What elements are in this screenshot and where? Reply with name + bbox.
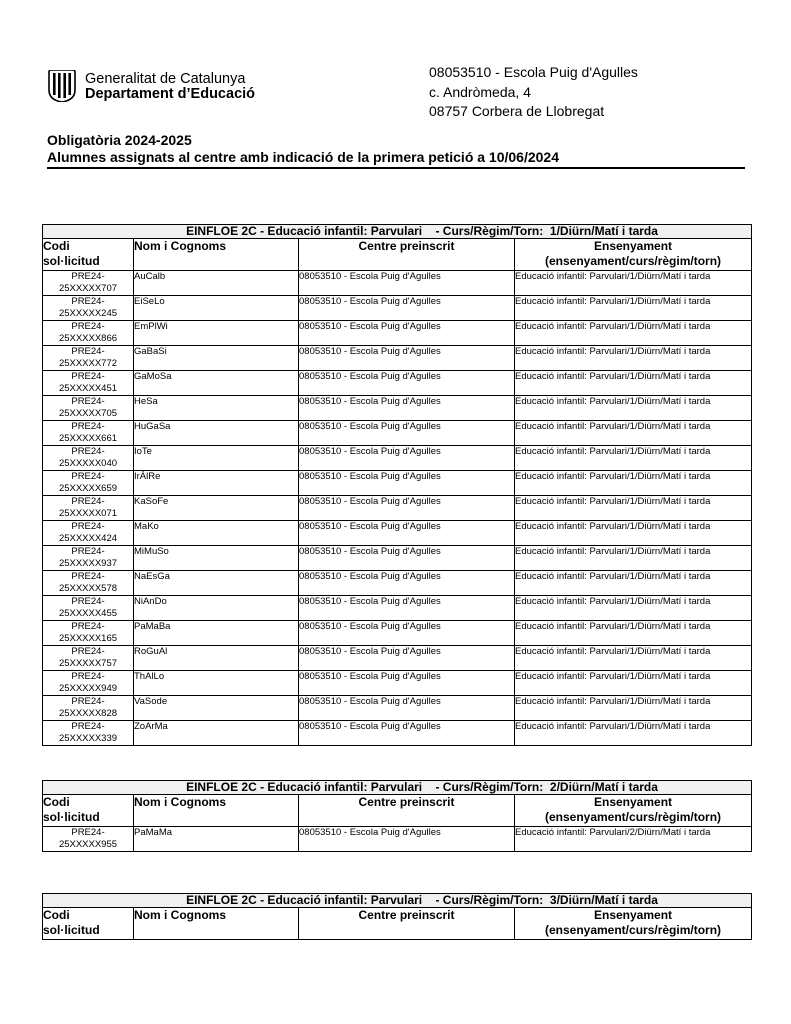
code-header-line2: sol·licitud xyxy=(43,254,100,268)
request-code-cell xyxy=(43,721,134,746)
request-code-line1: PRE24- xyxy=(71,496,105,507)
request-code-line1: PRE24- xyxy=(71,671,105,682)
table-row xyxy=(43,296,752,321)
group-caption: EINFLOE 2C - Educació infantil: Parvulari - Curs/Règim/Torn: 2/Diürn/Matí i tarda xyxy=(186,780,658,794)
request-code-line1: PRE24- xyxy=(71,296,105,307)
ensenyament-cell: Educació infantil: Parvulari/1/Diürn/Matí i tarda xyxy=(515,671,752,696)
centre-cell: 08053510 - Escola Puig d'Agulles xyxy=(299,346,515,371)
ensenyament-cell: Educació infantil: Parvulari/1/Diürn/Matí i tarda xyxy=(515,471,752,496)
generalitat-logo xyxy=(47,70,287,104)
centre-cell: 08053510 - Escola Puig d'Agulles xyxy=(299,496,515,521)
centre-cell: 08053510 - Escola Puig d'Agulles xyxy=(299,696,515,721)
student-name-cell: MaKo xyxy=(134,521,299,546)
column-header-code xyxy=(43,239,134,271)
ensenyament-cell: Educació infantil: Parvulari/1/Diürn/Matí i tarda xyxy=(515,596,752,621)
title-divider xyxy=(47,167,745,169)
centre-cell: 08053510 - Escola Puig d'Agulles xyxy=(299,721,515,746)
school-street: c. Andròmeda, 4 xyxy=(429,83,531,100)
student-name-cell: HuGaSa xyxy=(134,421,299,446)
request-code-cell xyxy=(43,827,134,852)
table-row xyxy=(43,646,752,671)
column-header-name: Nom i Cognoms xyxy=(134,908,299,940)
request-code-cell xyxy=(43,621,134,646)
student-name-cell: VaSode xyxy=(134,696,299,721)
request-code-line1: PRE24- xyxy=(71,646,105,657)
request-code-line1: PRE24- xyxy=(71,321,105,332)
request-code-cell xyxy=(43,446,134,471)
table-row xyxy=(43,546,752,571)
centre-cell: 08053510 - Escola Puig d'Agulles xyxy=(299,471,515,496)
request-code-line2: 25XXXXX705 xyxy=(58,408,118,419)
request-code-line2: 25XXXXX757 xyxy=(58,658,118,669)
school-name: 08053510 - Escola Puig d'Agulles xyxy=(429,64,638,80)
request-code-line1: PRE24- xyxy=(71,471,105,482)
request-code-cell xyxy=(43,696,134,721)
table-row xyxy=(43,271,752,296)
ensenyament-cell: Educació infantil: Parvulari/1/Diürn/Matí i tarda xyxy=(515,446,752,471)
request-code-line1: PRE24- xyxy=(71,421,105,432)
request-code-cell xyxy=(43,646,134,671)
student-name-cell: IrÁlRe xyxy=(134,471,299,496)
request-code-line2: 25XXXXX707 xyxy=(58,283,118,294)
request-code-line1: PRE24- xyxy=(71,346,105,357)
school-city: 08757 Corbera de Llobregat xyxy=(429,103,605,119)
header-row xyxy=(43,908,752,940)
ens-header-line1: Ensenyament xyxy=(594,795,673,809)
group-caption-row xyxy=(43,225,752,239)
request-code-cell xyxy=(43,571,134,596)
request-code-cell xyxy=(43,496,134,521)
request-code-cell xyxy=(43,471,134,496)
request-code-line1: PRE24- xyxy=(71,596,105,607)
table-row xyxy=(43,596,752,621)
request-code-line1: PRE24- xyxy=(71,696,105,707)
request-code-line1: PRE24- xyxy=(71,827,105,838)
group-table xyxy=(42,893,752,940)
request-code-line2: 25XXXXX955 xyxy=(58,839,118,850)
table-row xyxy=(43,371,752,396)
column-header-ensenyament xyxy=(515,908,752,940)
page-title: Obligatòria 2024-2025 xyxy=(47,132,192,148)
ensenyament-cell: Educació infantil: Parvulari/1/Diürn/Matí i tarda xyxy=(515,496,752,521)
request-code-cell xyxy=(43,371,134,396)
request-code-line2: 25XXXXX455 xyxy=(58,608,118,619)
ensenyament-cell: Educació infantil: Parvulari/1/Diürn/Matí i tarda xyxy=(515,396,752,421)
logo-line2: Departament d’Educació xyxy=(85,86,256,102)
table-row xyxy=(43,396,752,421)
column-header-code xyxy=(43,908,134,940)
column-header-centre: Centre preinscrit xyxy=(299,908,515,940)
student-name-cell: GaBaSi xyxy=(134,346,299,371)
request-code-cell xyxy=(43,521,134,546)
table-row xyxy=(43,421,752,446)
request-code-cell xyxy=(43,321,134,346)
request-code-cell xyxy=(43,421,134,446)
centre-cell: 08053510 - Escola Puig d'Agulles xyxy=(299,571,515,596)
column-header-name: Nom i Cognoms xyxy=(134,795,299,827)
request-code-line1: PRE24- xyxy=(71,371,105,382)
code-header-line2: sol·licitud xyxy=(43,923,100,937)
code-header-line1: Codi xyxy=(43,239,70,253)
column-header-centre: Centre preinscrit xyxy=(299,239,515,271)
request-code-line2: 25XXXXX828 xyxy=(58,708,118,719)
request-code-line1: PRE24- xyxy=(71,396,105,407)
request-code-line1: PRE24- xyxy=(71,621,105,632)
request-code-cell xyxy=(43,546,134,571)
student-name-cell: ThAlLo xyxy=(134,671,299,696)
student-name-cell: NaEsGa xyxy=(134,571,299,596)
ensenyament-cell: Educació infantil: Parvulari/1/Diürn/Matí i tarda xyxy=(515,346,752,371)
request-code-line2: 25XXXXX040 xyxy=(58,458,118,469)
student-name-cell: PaMaMa xyxy=(134,827,299,852)
ensenyament-cell: Educació infantil: Parvulari/1/Diürn/Matí i tarda xyxy=(515,546,752,571)
request-code-cell xyxy=(43,296,134,321)
ens-header-line2: (ensenyament/curs/règim/torn) xyxy=(544,923,722,937)
centre-cell: 08053510 - Escola Puig d'Agulles xyxy=(299,621,515,646)
student-name-cell: HeSa xyxy=(134,396,299,421)
ensenyament-cell: Educació infantil: Parvulari/1/Diürn/Matí i tarda xyxy=(515,621,752,646)
centre-cell: 08053510 - Escola Puig d'Agulles xyxy=(299,296,515,321)
request-code-line2: 25XXXXX578 xyxy=(58,583,118,594)
table-row xyxy=(43,346,752,371)
centre-cell: 08053510 - Escola Puig d'Agulles xyxy=(299,546,515,571)
group-caption: EINFLOE 2C - Educació infantil: Parvulari - Curs/Règim/Torn: 3/Diürn/Matí i tarda xyxy=(186,893,658,907)
centre-cell: 08053510 - Escola Puig d'Agulles xyxy=(299,827,515,852)
column-header-ensenyament xyxy=(515,239,752,271)
ensenyament-cell: Educació infantil: Parvulari/1/Diürn/Matí i tarda xyxy=(515,521,752,546)
student-name-cell: RoGuAl xyxy=(134,646,299,671)
school-address xyxy=(429,63,638,122)
code-header-line2: sol·licitud xyxy=(43,810,100,824)
student-name-cell: EiSeLo xyxy=(134,296,299,321)
ens-header-line2: (ensenyament/curs/règim/torn) xyxy=(544,810,722,824)
table-row xyxy=(43,446,752,471)
centre-cell: 08053510 - Escola Puig d'Agulles xyxy=(299,271,515,296)
table-row xyxy=(43,496,752,521)
request-code-cell xyxy=(43,346,134,371)
request-code-cell xyxy=(43,596,134,621)
request-code-line2: 25XXXXX339 xyxy=(58,733,118,744)
centre-cell: 08053510 - Escola Puig d'Agulles xyxy=(299,646,515,671)
group-table xyxy=(42,780,752,852)
group-table xyxy=(42,224,752,746)
table-row xyxy=(43,321,752,346)
table-row xyxy=(43,571,752,596)
centre-cell: 08053510 - Escola Puig d'Agulles xyxy=(299,321,515,346)
column-header-code xyxy=(43,795,134,827)
page-subtitle: Alumnes assignats al centre amb indicació de la primera petició a 10/06/2024 xyxy=(47,149,560,165)
student-name-cell: MiMuSo xyxy=(134,546,299,571)
table-row xyxy=(43,721,752,746)
table-row xyxy=(43,827,752,852)
ensenyament-cell: Educació infantil: Parvulari/1/Diürn/Matí i tarda xyxy=(515,371,752,396)
request-code-line2: 25XXXXX661 xyxy=(58,433,118,444)
logo-line1: Generalitat de Catalunya xyxy=(85,71,246,87)
ensenyament-cell: Educació infantil: Parvulari/1/Diürn/Matí i tarda xyxy=(515,696,752,721)
request-code-line2: 25XXXXX866 xyxy=(58,333,118,344)
request-code-line2: 25XXXXX451 xyxy=(58,383,118,394)
request-code-line2: 25XXXXX071 xyxy=(58,508,118,519)
column-header-name: Nom i Cognoms xyxy=(134,239,299,271)
generalitat-four-bars-icon xyxy=(47,70,77,102)
ensenyament-cell: Educació infantil: Parvulari/1/Diürn/Matí i tarda xyxy=(515,646,752,671)
request-code-line2: 25XXXXX949 xyxy=(58,683,118,694)
group-caption-row xyxy=(43,781,752,795)
student-name-cell: NiAnDo xyxy=(134,596,299,621)
request-code-line1: PRE24- xyxy=(71,521,105,532)
student-name-cell: ZoArMa xyxy=(134,721,299,746)
request-code-line2: 25XXXXX424 xyxy=(58,533,118,544)
header-row xyxy=(43,239,752,271)
student-name-cell: EmPlWi xyxy=(134,321,299,346)
table-row xyxy=(43,696,752,721)
student-name-cell: AuCalb xyxy=(134,271,299,296)
ensenyament-cell: Educació infantil: Parvulari/1/Diürn/Matí i tarda xyxy=(515,721,752,746)
student-name-cell: PaMaBa xyxy=(134,621,299,646)
request-code-line1: PRE24- xyxy=(71,271,105,282)
ensenyament-cell: Educació infantil: Parvulari/2/Diürn/Matí i tarda xyxy=(515,827,752,852)
table-row xyxy=(43,621,752,646)
request-code-line1: PRE24- xyxy=(71,546,105,557)
student-name-cell: GaMoSa xyxy=(134,371,299,396)
ensenyament-cell: Educació infantil: Parvulari/1/Diürn/Matí i tarda xyxy=(515,421,752,446)
request-code-cell xyxy=(43,396,134,421)
ensenyament-cell: Educació infantil: Parvulari/1/Diürn/Matí i tarda xyxy=(515,321,752,346)
ens-header-line2: (ensenyament/curs/règim/torn) xyxy=(544,254,722,268)
group-caption: EINFLOE 2C - Educació infantil: Parvulari - Curs/Règim/Torn: 1/Diürn/Matí i tarda xyxy=(186,224,658,238)
ensenyament-cell: Educació infantil: Parvulari/1/Diürn/Matí i tarda xyxy=(515,571,752,596)
column-header-ensenyament xyxy=(515,795,752,827)
centre-cell: 08053510 - Escola Puig d'Agulles xyxy=(299,396,515,421)
request-code-line1: PRE24- xyxy=(71,571,105,582)
request-code-line1: PRE24- xyxy=(71,446,105,457)
table-row xyxy=(43,521,752,546)
request-code-line2: 25XXXXX659 xyxy=(58,483,118,494)
centre-cell: 08053510 - Escola Puig d'Agulles xyxy=(299,671,515,696)
request-code-line2: 25XXXXX245 xyxy=(58,308,118,319)
request-code-cell xyxy=(43,671,134,696)
code-header-line1: Codi xyxy=(43,795,70,809)
ens-header-line1: Ensenyament xyxy=(594,908,673,922)
group-caption-row xyxy=(43,894,752,908)
ensenyament-cell: Educació infantil: Parvulari/1/Diürn/Matí i tarda xyxy=(515,296,752,321)
header-row xyxy=(43,795,752,827)
student-name-cell: KaSoFe xyxy=(134,496,299,521)
request-code-line2: 25XXXXX937 xyxy=(58,558,118,569)
centre-cell: 08053510 - Escola Puig d'Agulles xyxy=(299,421,515,446)
request-code-line2: 25XXXXX165 xyxy=(58,633,118,644)
centre-cell: 08053510 - Escola Puig d'Agulles xyxy=(299,596,515,621)
table-row xyxy=(43,471,752,496)
ens-header-line1: Ensenyament xyxy=(594,239,673,253)
table-row xyxy=(43,671,752,696)
request-code-line2: 25XXXXX772 xyxy=(58,358,118,369)
column-header-centre: Centre preinscrit xyxy=(299,795,515,827)
request-code-cell xyxy=(43,271,134,296)
request-code-line1: PRE24- xyxy=(71,721,105,732)
centre-cell: 08053510 - Escola Puig d'Agulles xyxy=(299,371,515,396)
centre-cell: 08053510 - Escola Puig d'Agulles xyxy=(299,521,515,546)
ensenyament-cell: Educació infantil: Parvulari/1/Diürn/Matí i tarda xyxy=(515,271,752,296)
student-name-cell: IoTe xyxy=(134,446,299,471)
code-header-line1: Codi xyxy=(43,908,70,922)
centre-cell: 08053510 - Escola Puig d'Agulles xyxy=(299,446,515,471)
